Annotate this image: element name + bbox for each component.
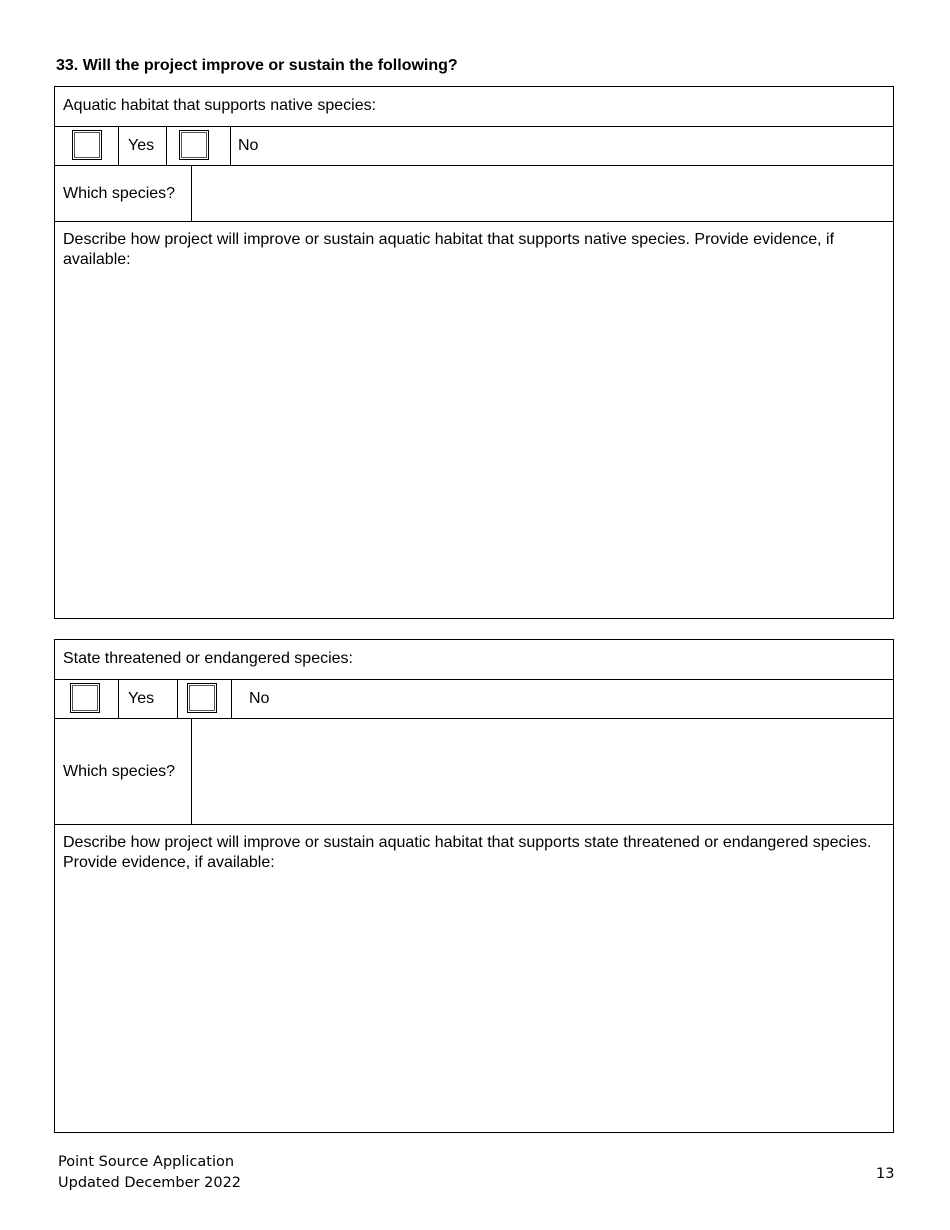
- yes-no-row: [55, 126, 893, 165]
- section-title: State threatened or endangered species:: [63, 650, 353, 667]
- question-heading: 33. Will the project improve or sustain the following?: [56, 57, 458, 74]
- which-species-field[interactable]: [192, 166, 893, 221]
- no-checkbox[interactable]: [187, 683, 217, 713]
- no-checkbox[interactable]: [179, 130, 209, 160]
- no-label-cell: [232, 680, 893, 718]
- yes-label: Yes: [128, 137, 155, 154]
- threatened-species-section: [54, 639, 894, 1133]
- which-species-label: Which species?: [55, 166, 192, 221]
- yes-label-cell: [119, 680, 178, 718]
- yes-checkbox[interactable]: [72, 130, 102, 160]
- species-row: [55, 718, 893, 824]
- page-number: 13: [876, 1166, 895, 1182]
- footer: [58, 1152, 241, 1194]
- describe-label: Describe how project will improve or sustain aquatic habitat that supports native species. Provide evidence, if available:: [63, 231, 835, 268]
- describe-field[interactable]: [55, 824, 893, 1132]
- which-species-field[interactable]: [192, 719, 893, 824]
- footer-title: Point Source Application: [58, 1154, 235, 1170]
- no-label: No: [238, 137, 259, 154]
- section-title: Aquatic habitat that supports native species:: [63, 97, 377, 114]
- native-species-section: [54, 86, 894, 619]
- no-label: No: [249, 690, 270, 707]
- yes-no-row: [55, 679, 893, 718]
- yes-label: Yes: [128, 690, 155, 707]
- species-row: [55, 165, 893, 221]
- describe-label: Describe how project will improve or sustain aquatic habitat that supports state threatened or endangered species. Provide evidence, if available:: [63, 834, 872, 871]
- yes-checkbox-cell: [55, 127, 119, 165]
- which-species-label: Which species?: [55, 719, 192, 824]
- yes-label-cell: [119, 127, 167, 165]
- no-checkbox-cell: [167, 127, 231, 165]
- footer-updated: Updated December 2022: [58, 1175, 242, 1191]
- yes-checkbox-cell: [55, 680, 119, 718]
- no-checkbox-cell: [178, 680, 232, 718]
- no-label-cell: [231, 127, 893, 165]
- describe-field[interactable]: [55, 221, 893, 618]
- yes-checkbox[interactable]: [70, 683, 100, 713]
